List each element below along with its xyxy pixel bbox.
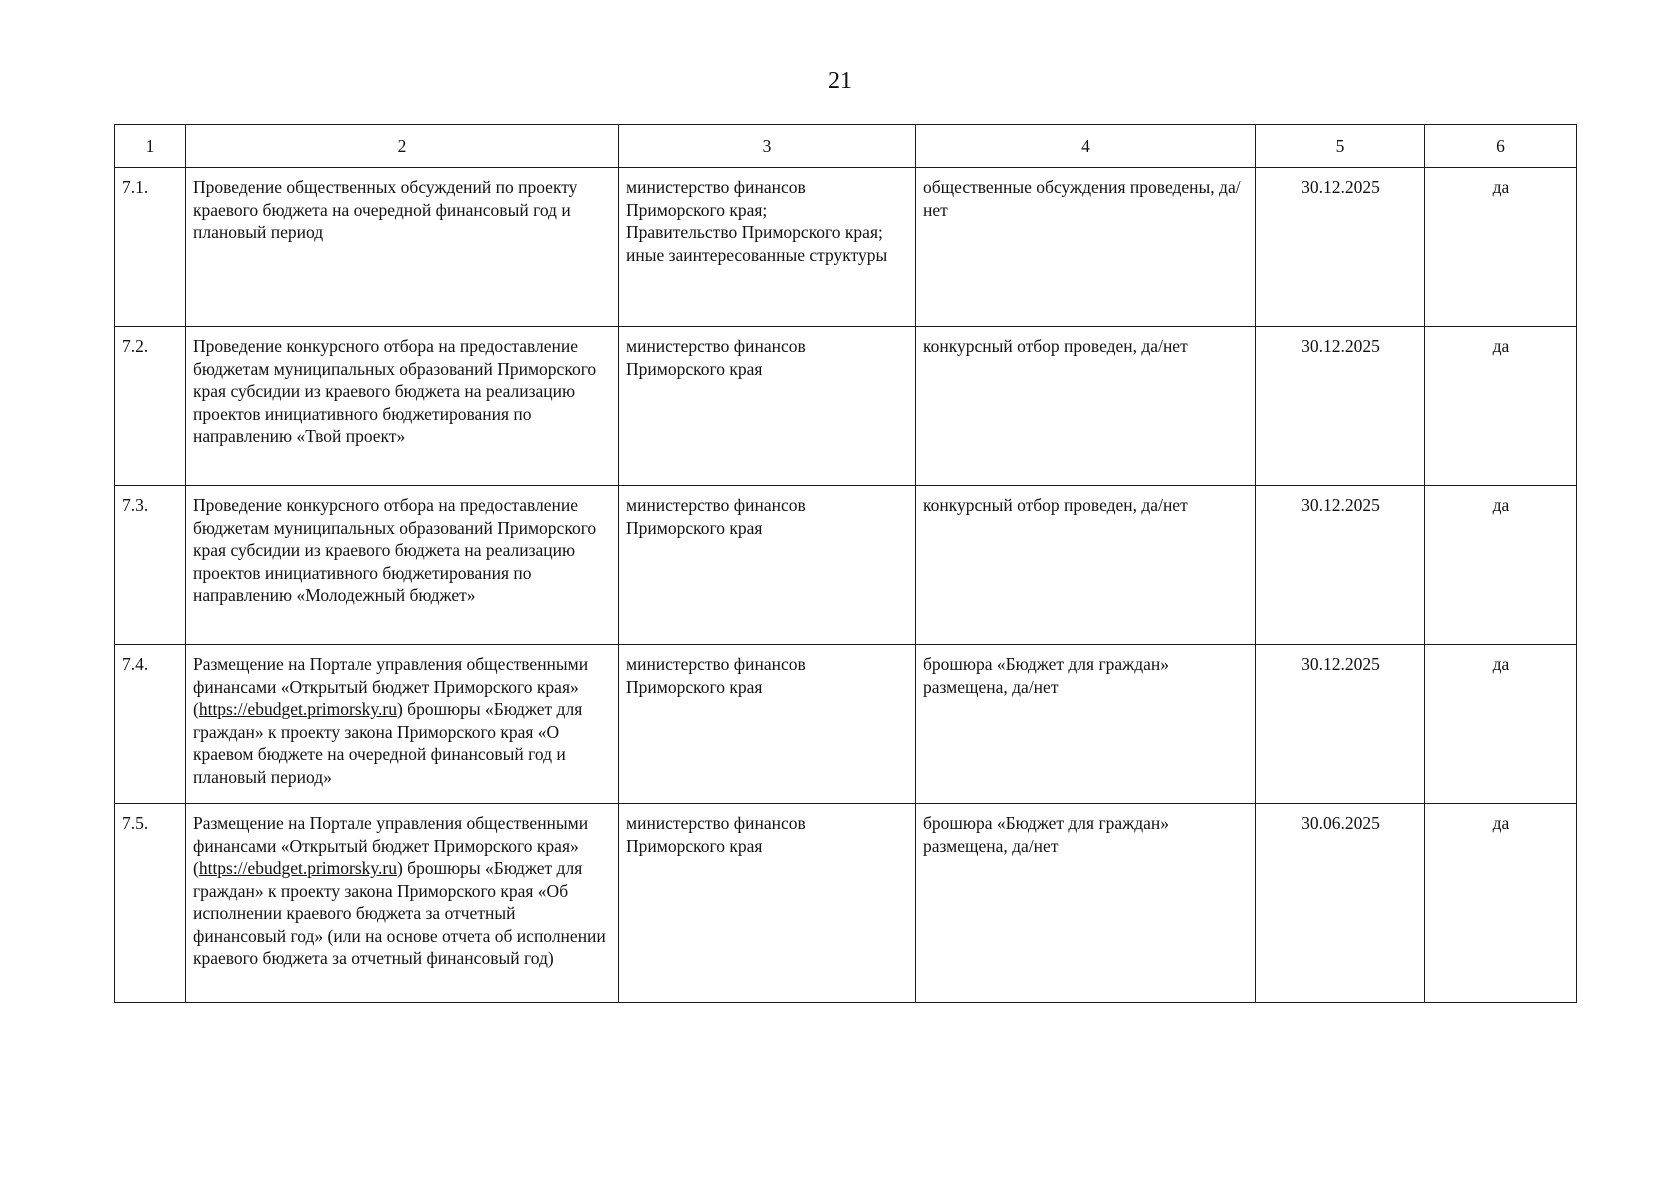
responsible-cell: министерство финансов Приморского края (619, 486, 916, 645)
column-header: 1 (115, 125, 186, 168)
item-number: 7.5. (115, 804, 186, 1003)
plan-table (114, 124, 1577, 1003)
portal-link[interactable]: https://ebudget.primorsky.ru (198, 699, 397, 719)
responsible-cell: министерство финансов Приморского края; Правительство Приморского края; иные заинтересованные структуры (619, 168, 916, 327)
table-header-row (115, 125, 1577, 168)
value-cell: да (1425, 168, 1577, 327)
activity-cell (186, 645, 619, 804)
page-number: 21 (828, 68, 852, 94)
column-header: 5 (1256, 125, 1425, 168)
responsible-cell: министерство финансов Приморского края (619, 804, 916, 1003)
activity-text: Размещение на Портале управления общественными финансами «Открытый бюджет Приморского края» ( (193, 813, 589, 878)
activity-cell: Проведение конкурсного отбора на предоставление бюджетам муниципальных образований Приморского края субсидии из краевого бюджета на реализацию проектов инициативного бюджетирования по направлению «Твой проект» (186, 327, 619, 486)
activity-cell: Проведение конкурсного отбора на предоставление бюджетам муниципальных образований Приморского края субсидии из краевого бюджета на реализацию проектов инициативного бюджетирования по направлению «Молодежный бюджет» (186, 486, 619, 645)
value-cell: да (1425, 645, 1577, 804)
activity-cell: Проведение общественных обсуждений по проекту краевого бюджета на очередной финансовый год и плановый период (186, 168, 619, 327)
table-row (115, 645, 1577, 804)
activity-cell (186, 804, 619, 1003)
table-row (115, 486, 1577, 645)
table-row (115, 804, 1577, 1003)
deadline-cell: 30.12.2025 (1256, 327, 1425, 486)
indicator-cell: брошюра «Бюджет для граждан» размещена, да/нет (916, 645, 1256, 804)
deadline-cell: 30.06.2025 (1256, 804, 1425, 1003)
table-row (115, 168, 1577, 327)
value-cell: да (1425, 327, 1577, 486)
portal-link[interactable]: https://ebudget.primorsky.ru (198, 858, 397, 878)
responsible-cell: министерство финансов Приморского края (619, 645, 916, 804)
value-cell: да (1425, 486, 1577, 645)
item-number: 7.1. (115, 168, 186, 327)
table-row (115, 327, 1577, 486)
deadline-cell: 30.12.2025 (1256, 168, 1425, 327)
column-header: 2 (186, 125, 619, 168)
column-header: 6 (1425, 125, 1577, 168)
responsible-cell: министерство финансов Приморского края (619, 327, 916, 486)
column-header: 3 (619, 125, 916, 168)
indicator-cell: конкурсный отбор проведен, да/нет (916, 327, 1256, 486)
indicator-cell: общественные обсуждения проведены, да/нет (916, 168, 1256, 327)
activity-text: ) брошюры «Бюджет для граждан» к проекту закона Приморского края «О краевом бюджете на очередной финансовый год и плановый период» (193, 699, 583, 787)
activity-text: Размещение на Портале управления общественными финансами «Открытый бюджет Приморского края» ( (193, 654, 589, 719)
activity-text: ) брошюры «Бюджет для граждан» к проекту закона Приморского края «Об исполнении краевого бюджета за отчетный финансовый год» (или на основе отчета об исполнении краевого бюджета за отчетный финансовый год) (193, 858, 606, 968)
deadline-cell: 30.12.2025 (1256, 645, 1425, 804)
deadline-cell: 30.12.2025 (1256, 486, 1425, 645)
indicator-cell: брошюра «Бюджет для граждан» размещена, да/нет (916, 804, 1256, 1003)
item-number: 7.4. (115, 645, 186, 804)
item-number: 7.2. (115, 327, 186, 486)
value-cell: да (1425, 804, 1577, 1003)
indicator-cell: конкурсный отбор проведен, да/нет (916, 486, 1256, 645)
column-header: 4 (916, 125, 1256, 168)
item-number: 7.3. (115, 486, 186, 645)
